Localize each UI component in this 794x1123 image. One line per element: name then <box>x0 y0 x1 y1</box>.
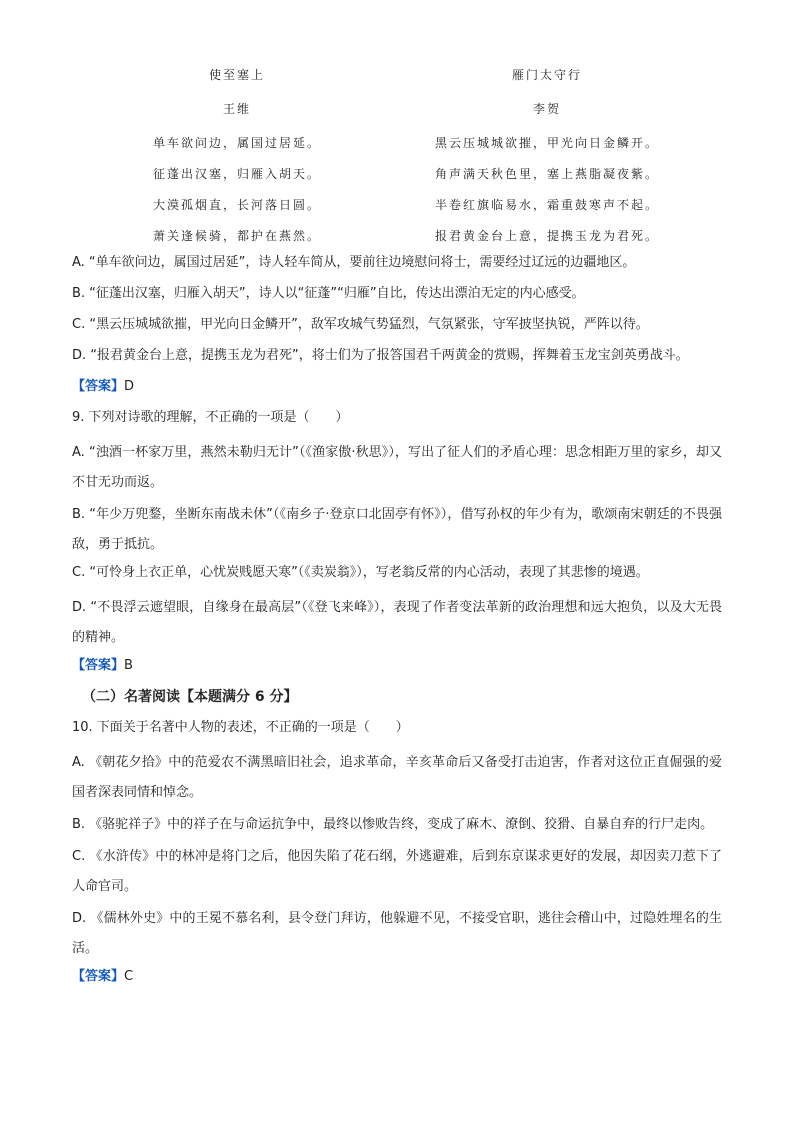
q10-answer <box>72 966 722 988</box>
answer-tag: 【答案】 <box>72 379 125 394</box>
answer-tag: 【答案】 <box>72 969 125 984</box>
q10-option-d: D. 《儒林外史》中的王冕不慕名利，县令登门拜访，他躲避不见，不接受官职，逃往会稽山中，过隐姓埋名的生活。 <box>72 911 722 956</box>
answer-value: B <box>124 658 133 673</box>
poem-line: 黑云压城城欲摧，甲光向日金鳞开。 <box>434 136 659 150</box>
q10-option-a: A. 《朝花夕拾》中的范爱农不满黑暗旧社会，追求革命，辛亥革命后又备受打击迫害，作者对这位正直倔强的爱国者深表同情和悼念。 <box>72 755 722 800</box>
q8-option-b: B. “征蓬出汉塞，归雁入胡天”，诗人以“征蓬”“归雁”自比，传达出漂泊无定的内心感受。 <box>72 286 585 301</box>
q8-option-d: D. “报君黄金台上意，提携玉龙为君死”，将士们为了报答国君千两黄金的赏赐，挥舞着玉龙宝剑英勇战斗。 <box>72 348 689 363</box>
q9-option-d: D. “不畏浮云遮望眼，自缘身在最高层”（《登飞来峰》），表现了作者变法革新的政治理想和远大抱负，以及大无畏的精神。 <box>72 600 722 645</box>
poem-line: 报君黄金台上意，提携玉龙为君死。 <box>434 229 659 243</box>
answer-value: D <box>124 379 135 394</box>
section-heading: （二）名著阅读【本题满分 6 分】 <box>82 689 298 705</box>
poem-title: 雁门太守行 <box>511 68 582 82</box>
q8-answer <box>72 376 722 398</box>
poem-line: 大漠孤烟直，长河落日圆。 <box>152 198 321 212</box>
poem-title: 使至塞上 <box>208 68 265 82</box>
q9-stem: 9. 下列对诗歌的理解，不正确的一项是（ ） <box>72 410 349 425</box>
poem-yan-men-tai-shou-xing <box>417 64 677 256</box>
answer-value: C <box>124 969 134 984</box>
poem-shi-zhi-sai-shang <box>107 64 367 256</box>
q8-option-a: A. “单车欲问边，属国过居延”，诗人轻车简从，要前往边境慰问将士，需要经过辽远的边疆地区。 <box>72 255 636 270</box>
poem-line: 萧关逢候骑，都护在燕然。 <box>152 229 321 243</box>
q8-option-c: C. “黑云压城城欲摧，甲光向日金鳞开”，敌军攻城气势猛烈，气氛紧张，守军披坚执锐，严阵以待。 <box>72 317 649 332</box>
poem-line: 角声满天秋色里，塞上燕脂凝夜紫。 <box>434 167 659 181</box>
q9-option-a: A. “浊酒一杯家万里，燕然未勒归无计”（《渔家傲·秋思》），写出了征人们的矛盾心理：思念相距万里的家乡，却又不甘无功而返。 <box>72 445 722 490</box>
poem-line: 单车欲问边，属国过居延。 <box>152 136 321 150</box>
poem-author: 李贺 <box>532 102 561 116</box>
q10-option-c: C. 《水浒传》中的林冲是将门之后，他因失陷了花石纲，外逃避难，后到东京谋求更好的发展，却因卖刀惹下了人命官司。 <box>72 849 722 894</box>
poem-author: 王维 <box>222 102 251 116</box>
poem-line: 半卷红旗临易水，霜重鼓寒声不起。 <box>434 198 659 212</box>
q9-option-b: B. “年少万兜鍪，坐断东南战未休”（《南乡子·登京口北固亭有怀》），借写孙权的年少有为，歌颂南宋朝廷的不畏强敌，勇于抵抗。 <box>72 507 722 552</box>
q9-answer <box>72 655 722 677</box>
q9-option-c: C. “可怜身上衣正单，心忧炭贱愿天寒”（《卖炭翁》），写老翁反常的内心活动，表现了其悲惨的境遇。 <box>72 565 649 580</box>
document-body <box>72 252 722 997</box>
poem-line: 征蓬出汉塞，归雁入胡天。 <box>152 167 321 181</box>
answer-tag: 【答案】 <box>72 658 125 673</box>
q10-option-b: B. 《骆驼祥子》中的祥子在与命运抗争中，最终以惨败告终，变成了麻木、潦倒、狡猾、自暴自弃的行尸走肉。 <box>72 817 714 832</box>
q10-stem: 10. 下面关于名著中人物的表述，不正确的一项是（ ） <box>72 720 409 735</box>
